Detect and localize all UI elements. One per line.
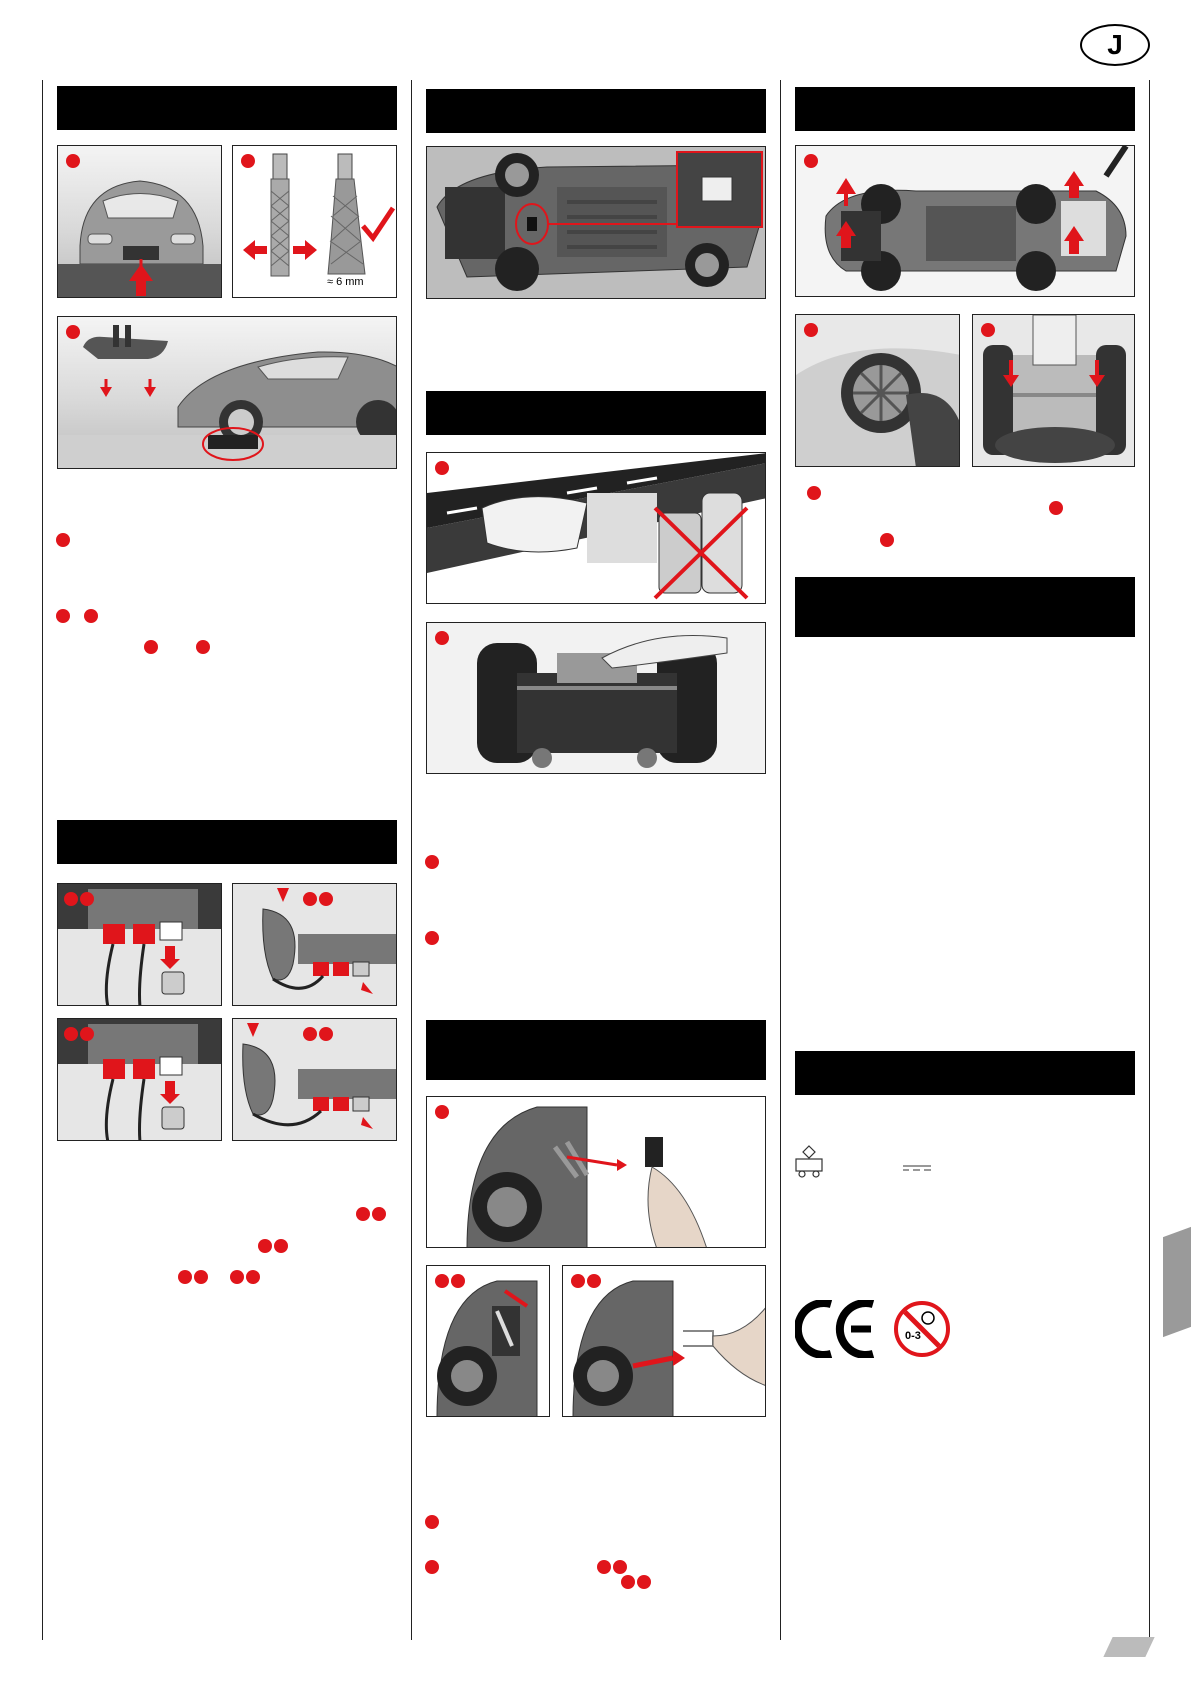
section-header-bar [426, 1020, 766, 1080]
step-dot [230, 1270, 244, 1284]
column-divider [411, 80, 412, 1640]
braid-insert-illustration [563, 1266, 766, 1417]
step-dot [807, 486, 821, 500]
step-dot [425, 1515, 439, 1529]
step-dot [84, 609, 98, 623]
section-header-bar [426, 391, 766, 435]
ce-mark-icon [795, 1300, 877, 1358]
step-dot [319, 1027, 333, 1041]
step-dot [144, 640, 158, 654]
step-dot [425, 931, 439, 945]
step-dot [435, 1105, 449, 1119]
step-dot [64, 892, 78, 906]
section-header-bar [57, 820, 397, 864]
step-dot [196, 640, 210, 654]
step-dot [804, 323, 818, 337]
figure-braid-remove [426, 1265, 550, 1417]
step-dot [66, 154, 80, 168]
body-clips-illustration [973, 315, 1135, 467]
step-dot [303, 1027, 317, 1041]
track-cleaning-illustration [427, 453, 766, 604]
step-dot [372, 1207, 386, 1221]
step-dot [613, 1560, 627, 1574]
figure-connection-box [57, 883, 222, 1006]
section-header-bar [795, 87, 1135, 131]
car-underside-illustration [427, 147, 766, 299]
figure-car-front [57, 145, 222, 298]
step-dot [451, 1274, 465, 1288]
step-dot [425, 1560, 439, 1574]
step-dot [194, 1270, 208, 1284]
dc-symbol-icon [902, 1164, 932, 1172]
figure-chassis-screws [795, 145, 1135, 297]
figure-oil-axle [426, 622, 766, 774]
step-dot [274, 1239, 288, 1253]
car-front-illustration [58, 146, 222, 298]
step-dot [621, 1575, 635, 1589]
step-dot [258, 1239, 272, 1253]
step-dot [637, 1575, 651, 1589]
step-dot [571, 1274, 585, 1288]
step-dot [303, 892, 317, 906]
oil-axle-illustration [427, 623, 766, 774]
step-dot [56, 609, 70, 623]
side-tab [1163, 1227, 1191, 1337]
figure-connection-box [232, 1018, 397, 1141]
section-header-bar [795, 1051, 1135, 1095]
step-dot [80, 1027, 94, 1041]
braid-replacement-illustration [427, 1097, 766, 1248]
step-dot [587, 1274, 601, 1288]
corner-mark [1103, 1637, 1154, 1657]
figure-track-cleaning [426, 452, 766, 604]
step-dot [66, 325, 80, 339]
figure-car-underside [426, 146, 766, 299]
section-header-bar [426, 89, 766, 133]
step-dot [241, 154, 255, 168]
toy-car-symbol-icon [794, 1145, 824, 1179]
figure-connection-box [57, 1018, 222, 1141]
car-side-illustration [58, 317, 397, 469]
step-dot [880, 533, 894, 547]
step-dot [178, 1270, 192, 1284]
braids-illustration [233, 146, 397, 298]
measure-label: ≈ 6 mm [327, 276, 364, 288]
step-dot [1049, 501, 1063, 515]
step-dot [425, 855, 439, 869]
braid-remove-illustration [427, 1266, 550, 1417]
step-dot [356, 1207, 370, 1221]
step-dot [804, 154, 818, 168]
column-divider [780, 80, 781, 1640]
step-dot [435, 1274, 449, 1288]
language-badge: J [1080, 24, 1150, 66]
figure-braid-replacement [426, 1096, 766, 1248]
step-dot [597, 1560, 611, 1574]
age-warning-icon [893, 1300, 951, 1358]
step-dot [435, 461, 449, 475]
chassis-screws-illustration [796, 146, 1135, 297]
step-dot [435, 631, 449, 645]
figure-connection-box [232, 883, 397, 1006]
figure-body-clips [972, 314, 1135, 467]
step-dot [80, 892, 94, 906]
column-divider [42, 80, 43, 1640]
step-dot [64, 1027, 78, 1041]
figure-car-side [57, 316, 397, 469]
step-dot [56, 533, 70, 547]
figure-wheel-remove [795, 314, 960, 467]
step-dot [319, 892, 333, 906]
step-dot [981, 323, 995, 337]
column-divider [1149, 80, 1150, 1640]
age-warning-label: 0-3 [905, 1330, 921, 1342]
wheel-remove-illustration [796, 315, 960, 467]
step-dot [246, 1270, 260, 1284]
section-header-bar [795, 577, 1135, 637]
figure-braid-insert [562, 1265, 766, 1417]
section-header-bar [57, 86, 397, 130]
figure-braids [232, 145, 397, 298]
